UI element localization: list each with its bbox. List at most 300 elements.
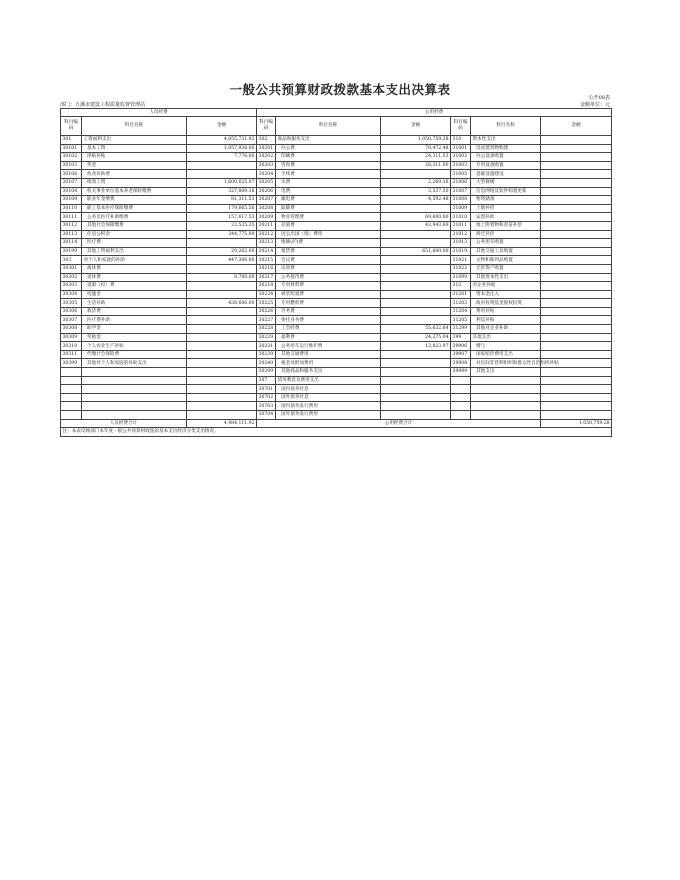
- personnel-name: [82, 402, 187, 411]
- public-code: 30228: [257, 325, 276, 334]
- public-name: 工会经费: [276, 325, 381, 334]
- public-amount: [381, 376, 451, 385]
- personnel-code: 30199: [61, 247, 82, 256]
- public-name: 专用材料费: [276, 282, 381, 291]
- public-amount-2: [541, 196, 612, 205]
- public-code: 30701: [257, 385, 276, 394]
- public-amount: [381, 170, 451, 179]
- table-row: [61, 187, 612, 196]
- personnel-amount: [187, 282, 257, 291]
- personnel-amount: [187, 402, 257, 411]
- public-name-2: 地上附着物和青苗补偿: [471, 221, 541, 230]
- public-code: 30214: [257, 247, 276, 256]
- personnel-amount: [187, 393, 257, 402]
- personnel-name: 救济费: [82, 307, 187, 316]
- public-name: 会议费: [276, 256, 381, 265]
- personnel-amount: [187, 350, 257, 359]
- public-amount-2: [541, 247, 612, 256]
- personnel-name: [82, 368, 187, 377]
- personnel-amount: [187, 264, 257, 273]
- public-name-2: [471, 411, 541, 420]
- public-amount-2: [541, 282, 612, 291]
- personnel-amount: [187, 170, 257, 179]
- group-header-row: [61, 109, 612, 117]
- public-name: 其他商品和服务支出: [276, 368, 381, 377]
- personnel-name: 其他对个人和家庭的补助支出: [82, 359, 187, 368]
- personnel-amount: [187, 385, 257, 394]
- public-name-2: 赠与: [471, 342, 541, 351]
- personnel-code: 30102: [61, 153, 82, 162]
- personnel-code: 30108: [61, 187, 82, 196]
- public-code: 30239: [257, 350, 276, 359]
- public-code-2: 31010: [451, 213, 471, 222]
- table-row: [61, 402, 612, 411]
- personnel-name: 助学金: [82, 325, 187, 334]
- public-name-2: 政府投资基金股权投资: [471, 299, 541, 308]
- personnel-code: [61, 411, 82, 420]
- public-code: 30209: [257, 213, 276, 222]
- personnel-name: 奖金: [82, 161, 187, 170]
- personnel-code: 30399: [61, 359, 82, 368]
- public-amount-2: [541, 411, 612, 420]
- public-code-2: 39907: [451, 350, 471, 359]
- public-code: 30206: [257, 187, 276, 196]
- personnel-name: 医疗费: [82, 239, 187, 248]
- table-row: [61, 196, 612, 205]
- header-name: 科目名称: [471, 117, 541, 136]
- table-row: [61, 359, 612, 368]
- public-amount-2: [541, 333, 612, 342]
- personnel-code: 30305: [61, 299, 82, 308]
- public-name-2: 土地补偿: [471, 204, 541, 213]
- personnel-amount: [187, 161, 257, 170]
- personnel-name: 医疗费补助: [82, 316, 187, 325]
- public-name: 电费: [276, 187, 381, 196]
- public-amount-2: [541, 153, 612, 162]
- public-amount: 55,632.64: [381, 325, 451, 334]
- personnel-code: 303: [61, 256, 82, 265]
- public-name-2: 房屋建筑物购建: [471, 144, 541, 153]
- public-code: 30215: [257, 256, 276, 265]
- public-amount: 70,472.48: [381, 144, 451, 153]
- public-name: 咨询费: [276, 161, 381, 170]
- public-code-2: 310: [451, 136, 471, 145]
- public-amount-2: [541, 161, 612, 170]
- public-amount: 3,537.50: [381, 187, 451, 196]
- personnel-name: 个人农业生产补贴: [82, 342, 187, 351]
- personnel-name: 住房公积金: [82, 230, 187, 239]
- personnel-amount: 22,535.35: [187, 221, 257, 230]
- public-amount: 12,823.97: [381, 342, 451, 351]
- public-code: 302: [257, 136, 276, 145]
- public-amount-2: [541, 393, 612, 402]
- public-code-2: [451, 402, 471, 411]
- table-row: [61, 247, 612, 256]
- personnel-code: 30306: [61, 307, 82, 316]
- public-code: 307: [257, 376, 276, 385]
- personnel-code: [61, 402, 82, 411]
- public-name-2: [471, 376, 541, 385]
- public-amount-2: [541, 385, 612, 394]
- public-amount-2: [541, 307, 612, 316]
- public-total-label: 公用经费合计: [257, 419, 541, 428]
- table-row: [61, 221, 612, 230]
- unit-label: 金额单位：元: [579, 102, 610, 108]
- header-name: 科目名称: [276, 117, 381, 136]
- public-name-2: 其他交通工具购置: [471, 247, 541, 256]
- table-row: [61, 213, 612, 222]
- public-code-2: 31009: [451, 204, 471, 213]
- public-name-2: 国家赔偿费用支出: [471, 350, 541, 359]
- personnel-name: 离休费: [82, 264, 187, 273]
- public-code-2: 31019: [451, 247, 471, 256]
- public-amount-2: [541, 299, 612, 308]
- public-name: 债务利息及费用支出: [276, 376, 381, 385]
- public-amount: 651,600.00: [381, 247, 451, 256]
- personnel-code: 30310: [61, 342, 82, 351]
- header-code: 科目编码: [61, 117, 82, 136]
- public-code: 30703: [257, 402, 276, 411]
- public-code-2: 31007: [451, 187, 471, 196]
- public-name-2: 其他资本性支出: [471, 273, 541, 282]
- public-name-2: 费用补贴: [471, 307, 541, 316]
- public-code-2: 31099: [451, 273, 471, 282]
- public-amount: [381, 359, 451, 368]
- public-code: 30231: [257, 342, 276, 351]
- table-row: [61, 290, 612, 299]
- table-note: 注：本表反映部门本年度一般公共预算财政拨款基本支出经济分类支出情况。: [61, 428, 612, 437]
- table-row: [61, 144, 612, 153]
- public-amount-2: [541, 239, 612, 248]
- public-name-2: 安置补助: [471, 213, 541, 222]
- personnel-name: 其他工资福利支出: [82, 247, 187, 256]
- public-name: 公务接待费: [276, 273, 381, 282]
- personnel-amount: [187, 325, 257, 334]
- public-name-2: 资本性支出: [471, 136, 541, 145]
- public-amount: [381, 393, 451, 402]
- personnel-code: 30107: [61, 178, 82, 187]
- personnel-amount: [187, 239, 257, 248]
- table-row: [61, 161, 612, 170]
- table-row: [61, 136, 612, 145]
- personnel-name: 退休费: [82, 273, 187, 282]
- public-code-2: 31012: [451, 230, 471, 239]
- public-name-2: 无形资产购置: [471, 264, 541, 273]
- public-name: 维修(护)费: [276, 239, 381, 248]
- personnel-amount: 8,700.00: [187, 273, 257, 282]
- public-amount: [381, 411, 451, 420]
- public-amount: [381, 256, 451, 265]
- public-name: 被装购置费: [276, 290, 381, 299]
- personnel-code: [61, 385, 82, 394]
- public-code: 30227: [257, 316, 276, 325]
- public-amount-2: [541, 144, 612, 153]
- public-code: 30201: [257, 144, 276, 153]
- personnel-name: [82, 393, 187, 402]
- public-amount-2: [541, 230, 612, 239]
- public-code-2: 31205: [451, 316, 471, 325]
- personnel-total-amount: 4,484,111.92: [187, 419, 257, 428]
- public-code-2: 31003: [451, 161, 471, 170]
- public-name: 劳务费: [276, 307, 381, 316]
- public-amount-2: [541, 368, 612, 377]
- public-code: 30704: [257, 411, 276, 420]
- public-code-2: 31204: [451, 307, 471, 316]
- public-name-2: 其他支出: [471, 368, 541, 377]
- public-code-2: 31002: [451, 153, 471, 162]
- public-name: 其他交通费用: [276, 350, 381, 359]
- public-amount: 69,600.00: [381, 213, 451, 222]
- personnel-name: 对个人和家庭的补助: [82, 256, 187, 265]
- group-personnel: 人员经费: [61, 109, 257, 117]
- public-name-2: [471, 402, 541, 411]
- table-row: [61, 307, 612, 316]
- public-name: 印刷费: [276, 153, 381, 162]
- personnel-amount: 447,306.00: [187, 256, 257, 265]
- public-amount: 24,311.53: [381, 153, 451, 162]
- personnel-amount: [187, 290, 257, 299]
- public-code-2: [451, 376, 471, 385]
- table-row: [61, 411, 612, 420]
- public-name: 培训费: [276, 264, 381, 273]
- page-title: 一般公共预算财政拨款基本支出决算表: [229, 82, 451, 97]
- public-name-2: 大型修缮: [471, 178, 541, 187]
- personnel-code: 30101: [61, 144, 82, 153]
- personnel-code: 30307: [61, 316, 82, 325]
- public-code-2: [451, 411, 471, 420]
- public-name: 水费: [276, 178, 381, 187]
- personnel-name: 绩效工资: [82, 178, 187, 187]
- public-amount-2: [541, 221, 612, 230]
- public-name: 手续费: [276, 170, 381, 179]
- table-row: [61, 316, 612, 325]
- personnel-name: 生活补助: [82, 299, 187, 308]
- public-name-2: 资本金注入: [471, 290, 541, 299]
- table-row: [61, 204, 612, 213]
- public-name-2: 物资储备: [471, 196, 541, 205]
- table-row: [61, 368, 612, 377]
- public-name-2: 对民间非营利组织和群众性自治组织补贴: [471, 359, 541, 368]
- personnel-amount: [187, 333, 257, 342]
- header-amount: 金额: [381, 117, 451, 136]
- public-name: 商品和服务支出: [276, 136, 381, 145]
- public-name: 办公费: [276, 144, 381, 153]
- public-name-2: 其他支出: [471, 333, 541, 342]
- public-name: 国外债务发行费用: [276, 411, 381, 420]
- public-amount-2: [541, 213, 612, 222]
- personnel-amount: 344,775.00: [187, 230, 257, 239]
- header-code: 科目编码: [257, 117, 276, 136]
- personnel-name: 代缴社会保险费: [82, 350, 187, 359]
- table-row: [61, 264, 612, 273]
- public-code-2: 39908: [451, 359, 471, 368]
- personnel-code: [61, 368, 82, 377]
- personnel-code: 30103: [61, 161, 82, 170]
- public-code-2: 31001: [451, 144, 471, 153]
- public-amount-2: [541, 256, 612, 265]
- public-name-2: 文物和陈列品购置: [471, 256, 541, 265]
- public-name: 福利费: [276, 333, 381, 342]
- public-name-2: [471, 393, 541, 402]
- personnel-name: 工资福利支出: [82, 136, 187, 145]
- public-amount-2: [541, 187, 612, 196]
- personnel-code: 301: [61, 136, 82, 145]
- personnel-amount: [187, 342, 257, 351]
- public-code-2: 31008: [451, 196, 471, 205]
- personnel-name: [82, 376, 187, 385]
- public-amount: [381, 290, 451, 299]
- personnel-amount: 438,606.00: [187, 299, 257, 308]
- public-amount-2: [541, 325, 612, 334]
- public-code: 30218: [257, 282, 276, 291]
- public-name-2: 信息网络及软件购置更新: [471, 187, 541, 196]
- public-code: 30226: [257, 307, 276, 316]
- table-row: [61, 239, 612, 248]
- public-amount-2: [541, 273, 612, 282]
- public-amount: [381, 273, 451, 282]
- public-code-2: 31011: [451, 221, 471, 230]
- public-code: 30208: [257, 204, 276, 213]
- header-code: 科目编码: [451, 117, 471, 136]
- personnel-code: 30110: [61, 204, 82, 213]
- public-amount: [381, 230, 451, 239]
- personnel-amount: 4,055,731.92: [187, 136, 257, 145]
- public-code: 30211: [257, 221, 276, 230]
- table-row: [61, 333, 612, 342]
- personnel-name: [82, 385, 187, 394]
- personnel-amount: 179,665.56: [187, 204, 257, 213]
- table-row: [61, 325, 612, 334]
- public-amount: [381, 402, 451, 411]
- public-code-2: 31022: [451, 264, 471, 273]
- public-name: 取暖费: [276, 204, 381, 213]
- table-row: [61, 230, 612, 239]
- personnel-amount: 29,262.00: [187, 247, 257, 256]
- public-code: 30240: [257, 359, 276, 368]
- personnel-amount: 7,776.00: [187, 153, 257, 162]
- group-public: 公用经费: [257, 109, 612, 117]
- table-row: [61, 376, 612, 385]
- personnel-amount: 157,617.53: [187, 213, 257, 222]
- public-amount: [381, 385, 451, 394]
- table-row: [61, 178, 612, 187]
- public-name-2: 对企业补助: [471, 282, 541, 291]
- personnel-amount: [187, 411, 257, 420]
- public-amount-2: [541, 136, 612, 145]
- public-code-2: 399: [451, 333, 471, 342]
- public-code: 30225: [257, 299, 276, 308]
- header-name: 科目名称: [82, 117, 187, 136]
- public-amount-2: [541, 178, 612, 187]
- public-amount: 4,592.48: [381, 196, 451, 205]
- personnel-code: 30112: [61, 221, 82, 230]
- public-amount: 1,050,759.28: [381, 136, 451, 145]
- public-code: 30229: [257, 333, 276, 342]
- public-code: 30212: [257, 230, 276, 239]
- table-row: [61, 153, 612, 162]
- public-code: 30702: [257, 393, 276, 402]
- public-amount: 24,275.04: [381, 333, 451, 342]
- personnel-code: [61, 376, 82, 385]
- public-name: 差旅费: [276, 221, 381, 230]
- personnel-code: 30302: [61, 273, 82, 282]
- public-amount: [381, 316, 451, 325]
- personnel-name: 奖励金: [82, 333, 187, 342]
- personnel-name: 职业年金缴费: [82, 196, 187, 205]
- public-code-2: 312: [451, 282, 471, 291]
- note-row: [61, 428, 612, 437]
- department-label: 部门：五溪市建设工程质量监督管理站: [60, 102, 146, 108]
- personnel-amount: 81,311.51: [187, 196, 257, 205]
- public-amount: 2,269.16: [381, 178, 451, 187]
- personnel-amount: [187, 368, 257, 377]
- public-name: 税金及附加费用: [276, 359, 381, 368]
- table-row: [61, 170, 612, 179]
- table-row: [61, 256, 612, 265]
- personnel-code: 30311: [61, 350, 82, 359]
- public-amount: [381, 264, 451, 273]
- personnel-amount: [187, 316, 257, 325]
- public-name-2: 专用设备购置: [471, 161, 541, 170]
- public-amount: [381, 307, 451, 316]
- personnel-code: 30308: [61, 325, 82, 334]
- public-name: 租赁费: [276, 247, 381, 256]
- public-code: 30213: [257, 239, 276, 248]
- public-amount: 28,311.00: [381, 161, 451, 170]
- public-name: 公务用车运行维护费: [276, 342, 381, 351]
- personnel-code: 30301: [61, 264, 82, 273]
- personnel-code: 30109: [61, 196, 82, 205]
- totals-row: [61, 419, 612, 428]
- personnel-code: 30113: [61, 230, 82, 239]
- public-name-2: 拆迁补偿: [471, 230, 541, 239]
- personnel-name: 伙食补助费: [82, 170, 187, 179]
- table-row: [61, 273, 612, 282]
- personnel-code: 30114: [61, 239, 82, 248]
- public-name: 国内债务付息: [276, 385, 381, 394]
- public-code-2: 39906: [451, 342, 471, 351]
- column-header-row: [61, 117, 612, 136]
- public-code-2: [451, 393, 471, 402]
- table-row: [61, 342, 612, 351]
- public-name: 委托业务费: [276, 316, 381, 325]
- public-amount: [381, 204, 451, 213]
- public-name: 专用燃料费: [276, 299, 381, 308]
- public-amount-2: [541, 342, 612, 351]
- public-amount-2: [541, 376, 612, 385]
- header-amount: 金额: [541, 117, 612, 136]
- public-code-2: 31299: [451, 325, 471, 334]
- public-code: 30204: [257, 170, 276, 179]
- public-amount-2: [541, 170, 612, 179]
- personnel-code: [61, 393, 82, 402]
- public-code: 30224: [257, 290, 276, 299]
- table-row: [61, 282, 612, 291]
- personnel-name: 其他社会保障缴费: [82, 221, 187, 230]
- public-name-2: 办公设备购置: [471, 153, 541, 162]
- public-code: 30207: [257, 196, 276, 205]
- public-code: 30203: [257, 161, 276, 170]
- public-name: 国外债务付息: [276, 393, 381, 402]
- personnel-amount: 1,600,625.07: [187, 178, 257, 187]
- public-amount-2: [541, 264, 612, 273]
- personnel-name: 职工基本医疗保险缴费: [82, 204, 187, 213]
- public-name: 物业管理费: [276, 213, 381, 222]
- public-amount: [381, 368, 451, 377]
- public-code-2: 31006: [451, 178, 471, 187]
- personnel-amount: 1,057,938.00: [187, 144, 257, 153]
- public-code-2: [451, 385, 471, 394]
